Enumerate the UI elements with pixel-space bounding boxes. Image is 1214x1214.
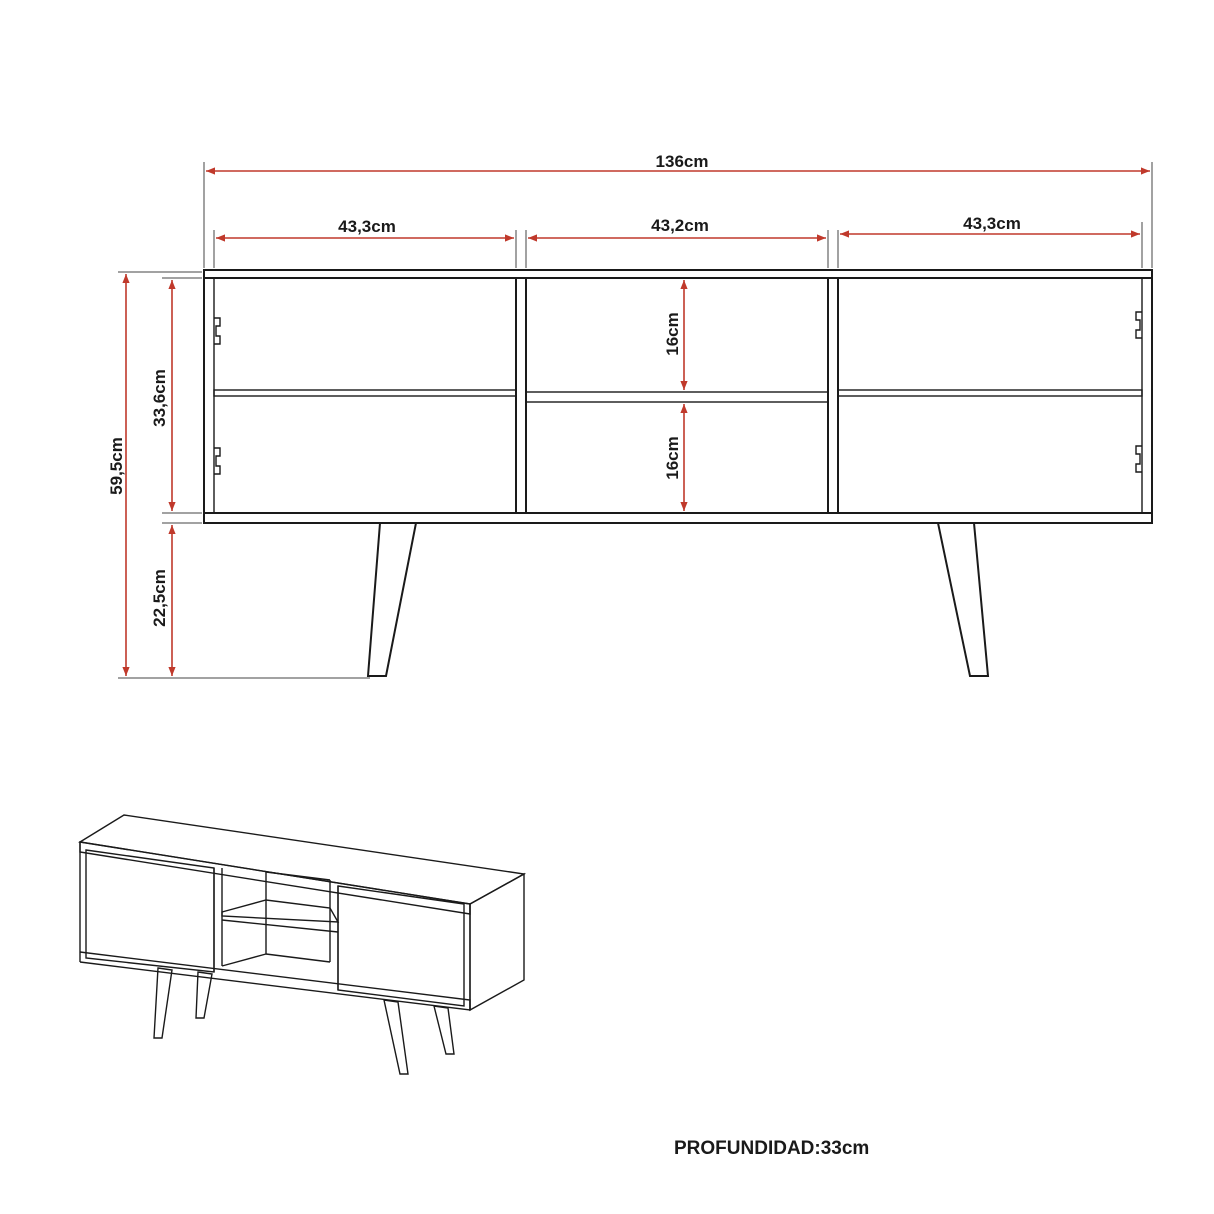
label-right-module: 43,3cm xyxy=(963,214,1021,233)
shelf-right xyxy=(838,390,1142,396)
label-left-module: 43,3cm xyxy=(338,217,396,236)
top-slab xyxy=(204,270,1152,278)
depth-value: 33cm xyxy=(820,1138,870,1159)
left-divider xyxy=(516,278,526,513)
label-lower-niche: 16cm xyxy=(663,436,682,480)
label-total-width: 136cm xyxy=(655,152,709,171)
label-center-module: 43,2cm xyxy=(651,216,709,235)
shelf-left xyxy=(214,390,516,396)
shelf-center xyxy=(526,392,828,402)
depth-caption xyxy=(674,1138,869,1159)
depth-label: PROFUNDIDAD: xyxy=(674,1138,821,1159)
dimension-lines xyxy=(118,162,1152,678)
bottom-slab xyxy=(204,513,1152,523)
label-body-height: 33,6cm xyxy=(150,369,169,427)
right-divider xyxy=(828,278,838,513)
label-upper-niche: 16cm xyxy=(663,312,682,356)
label-total-height: 59,5cm xyxy=(107,437,126,495)
left-leg xyxy=(368,523,416,676)
right-leg xyxy=(938,523,988,676)
label-leg-height: 22,5cm xyxy=(150,569,169,627)
perspective-view xyxy=(80,815,524,1074)
